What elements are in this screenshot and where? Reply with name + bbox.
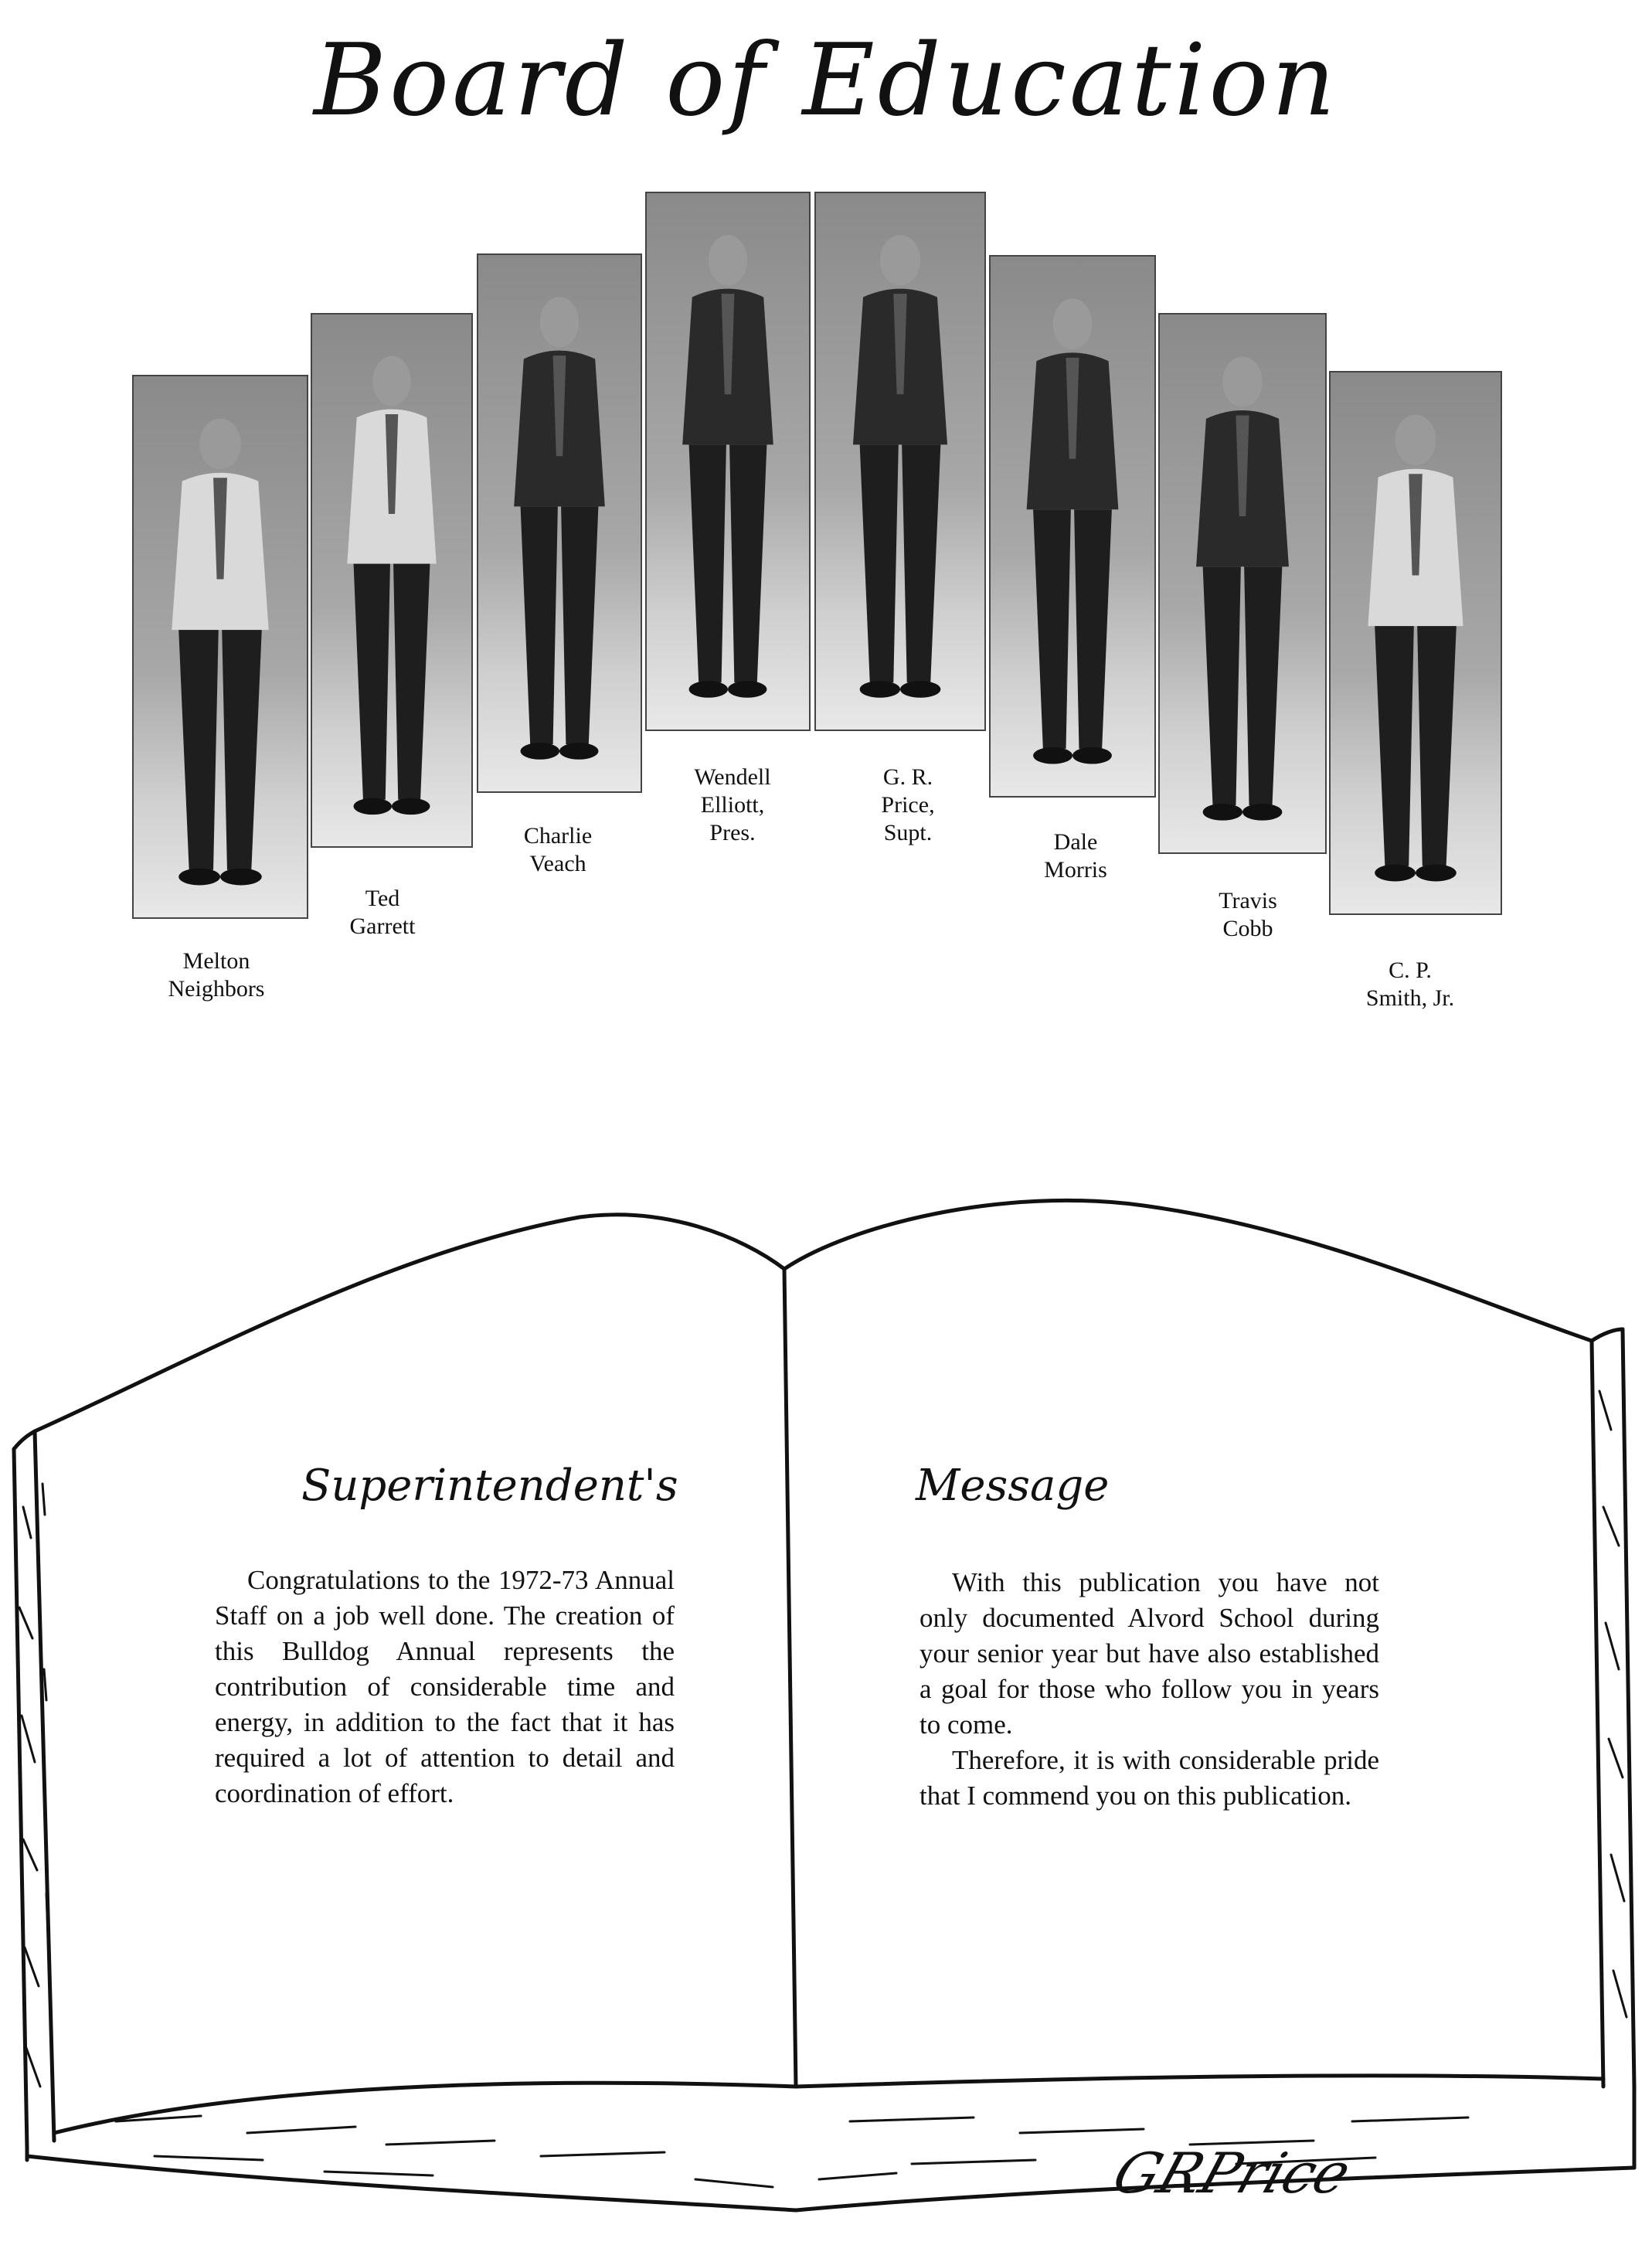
message-heading-right: Message [916,1461,1110,1511]
member-name: Melton [182,948,250,974]
member-photo [814,192,986,731]
signature-text: GRPrice [1105,2141,1359,2206]
message-paragraph: Congratulations to the 1972-73 Annual Staff on a job well done. The creation of this Bulldog Annual represents the contribution of considerable time and energy, in addition to the fact that it has required a lot of attention to detail and coordination of effort. [215,1565,675,1808]
member-name: Garrett [349,913,416,939]
silhouette-part [354,564,390,800]
person-silhouette [312,315,471,846]
member-title: Pres. [709,820,756,845]
member-photo [477,253,642,793]
silhouette-part [393,564,430,800]
member-photo [1158,313,1327,854]
member-caption [1147,887,1348,943]
person-silhouette [1331,372,1501,913]
silhouette-part [561,506,598,744]
silhouette-part [178,869,220,886]
member-photo [311,313,473,848]
silhouette-part [222,630,262,870]
silhouette-part [1416,865,1457,882]
member-name: Wendell [694,764,771,790]
silhouette-part [728,681,767,698]
member-name: Price, [881,792,935,818]
member-name: Travis [1219,888,1277,913]
silhouette-part [354,798,392,815]
silhouette-part [372,356,410,406]
message-paragraph: With this publication you have not only documented Alvord School during your senior year but have also established a goal for those who follow you in years to come. [919,1567,1379,1740]
member-name: G. R. [882,764,933,790]
silhouette-part [860,444,899,682]
member-caption [457,822,658,878]
member-photo [645,192,811,731]
silhouette-part [1222,356,1262,406]
member-name: Ted [365,886,400,911]
silhouette-part [220,869,262,886]
silhouette-part [1375,865,1416,882]
member-name: Elliott, [700,792,765,818]
silhouette-part [902,444,940,682]
message-left-column [215,1563,675,1811]
person-silhouette [816,193,984,730]
member-title: Supt. [883,820,933,845]
silhouette-part [900,681,940,698]
member-name: Dale [1053,829,1098,855]
silhouette-part [1244,566,1282,805]
silhouette-part [521,506,558,744]
silhouette-part [392,798,430,815]
member-name: Cobb [1222,916,1273,941]
member-caption [1310,957,1511,1012]
silhouette-part [880,235,920,285]
silhouette-part [1072,747,1112,764]
silhouette-part [1053,299,1093,349]
page-title: Board of Education [313,23,1339,138]
silhouette-part [199,419,241,470]
member-name: Neighbors [168,976,265,1002]
silhouette-part [1074,509,1112,749]
silhouette-part [1033,747,1072,764]
message-heading-left: Superintendent's [301,1461,678,1511]
person-silhouette [478,255,641,791]
silhouette-part [1203,804,1242,821]
silhouette-part [689,681,728,698]
silhouette-part [178,630,219,870]
silhouette-part [709,235,747,285]
member-name: Veach [529,851,586,876]
silhouette-part [689,444,726,682]
person-silhouette [1160,315,1325,852]
silhouette-part [1033,509,1071,749]
silhouette-part [1417,626,1457,866]
silhouette-part [540,297,579,347]
member-caption [632,764,833,847]
member-name: Smith, Jr. [1365,985,1455,1011]
silhouette-part [729,444,767,682]
member-caption [116,947,317,1003]
silhouette-part [1242,804,1282,821]
member-name: C. P. [1389,958,1432,983]
member-caption [975,828,1176,884]
person-silhouette [134,376,307,917]
member-name: Charlie [523,823,593,849]
silhouette-part [1375,626,1414,866]
member-name: Morris [1044,857,1107,883]
superintendent-signature [1099,2141,1436,2226]
person-silhouette [647,193,809,730]
silhouette-part [559,743,598,760]
silhouette-part [521,743,559,760]
silhouette-part [1203,566,1241,805]
member-photo [1329,371,1502,915]
silhouette-part [860,681,900,698]
member-caption [282,885,483,941]
message-paragraph: Therefore, it is with considerable pride that I commend you on this publication. [919,1745,1379,1811]
member-photo [132,375,308,919]
member-photo [989,255,1156,798]
person-silhouette [991,257,1154,796]
silhouette-part [1395,415,1436,466]
message-right-column [919,1565,1379,1814]
